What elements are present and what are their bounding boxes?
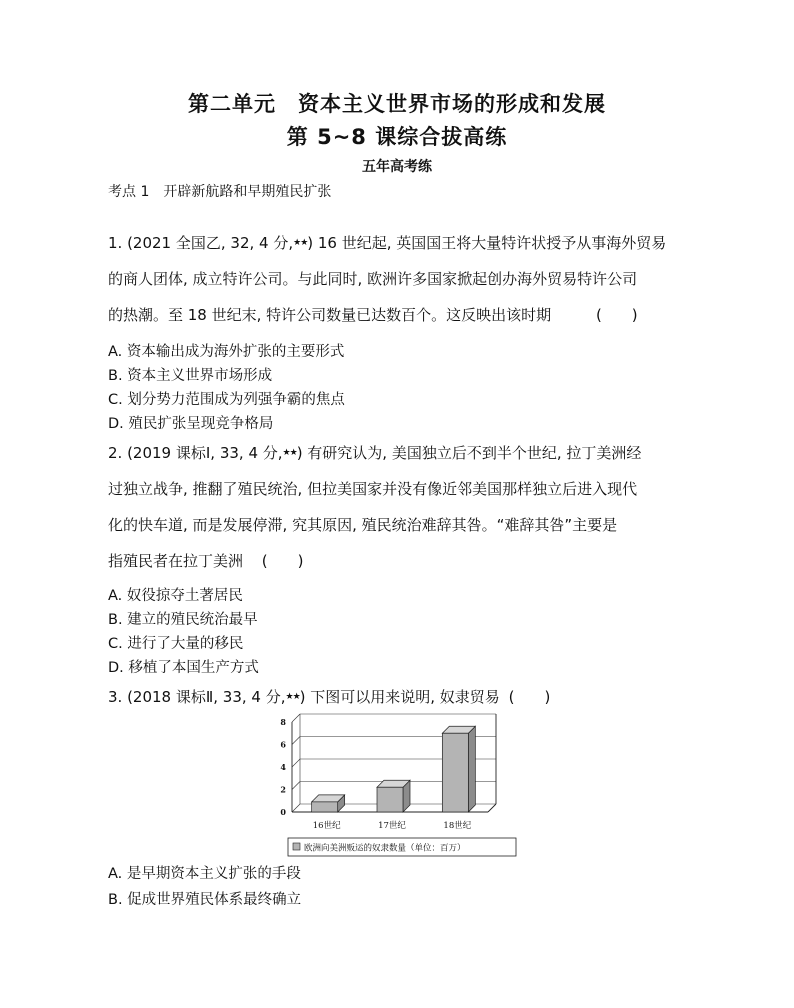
q3-line-1 bbox=[108, 686, 550, 707]
q1-line-1 bbox=[108, 232, 666, 253]
section-heading: 考点 1 开辟新航路和早期殖民扩张 bbox=[108, 184, 332, 200]
q1-line-3 bbox=[108, 304, 638, 325]
bar-side bbox=[468, 726, 475, 812]
q2-option-c[interactable]: C. 进行了大量的移民 bbox=[108, 636, 244, 652]
difficulty-stars-icon: ★★ bbox=[285, 692, 300, 702]
q3-prefix: 3. (2018 课标Ⅱ, 33, 4 分, bbox=[108, 688, 286, 706]
q1-option-a[interactable]: A. 资本输出成为海外扩张的主要形式 bbox=[108, 344, 345, 360]
q2-option-d[interactable]: D. 移植了本国生产方式 bbox=[108, 660, 259, 676]
q1-text-3: 的热潮。至 18 世纪末, 特许公司数量已达数百个。这反映出该时期 bbox=[108, 306, 552, 324]
q2-prefix: 2. (2019 课标Ⅰ, 33, 4 分, bbox=[108, 444, 283, 462]
chart-legend bbox=[288, 838, 516, 856]
bar-18世纪 bbox=[442, 726, 475, 812]
grid-diagonal bbox=[292, 804, 300, 812]
x-tick-label: 17世纪 bbox=[378, 821, 406, 831]
bar-front bbox=[377, 787, 403, 812]
q1-option-c[interactable]: C. 划分势力范围成为列强争霸的焦点 bbox=[108, 392, 345, 408]
grid-diagonal bbox=[292, 759, 300, 767]
bar-17世纪 bbox=[377, 780, 410, 812]
y-tick-label: 6 bbox=[280, 739, 286, 750]
q2-line-4 bbox=[108, 550, 304, 571]
q2-option-b[interactable]: B. 建立的殖民统治最早 bbox=[108, 612, 258, 628]
q2-line-3: 化的快车道, 而是发展停滞, 究其原因, 殖民统治难辞其咎。“难辞其咎”主要是 bbox=[108, 516, 618, 534]
q1-answer-paren[interactable]: ( ) bbox=[595, 306, 638, 324]
lesson-title: 第 5~8 课综合拔高练 bbox=[286, 125, 508, 149]
y-tick-label: 0 bbox=[280, 807, 286, 817]
bar-front bbox=[312, 802, 338, 812]
y-tick-label: 4 bbox=[280, 762, 286, 772]
q1-option-b[interactable]: B. 资本主义世界市场形成 bbox=[108, 368, 273, 384]
difficulty-stars-icon: ★★ bbox=[282, 448, 297, 458]
q2-text-4: 指殖民者在拉丁美洲 bbox=[108, 552, 244, 570]
q3-answer-paren[interactable]: ( ) bbox=[508, 688, 551, 706]
unit-title: 第二单元 资本主义世界市场的形成和发展 bbox=[188, 92, 606, 116]
bar-16世纪 bbox=[312, 795, 345, 812]
grid-diagonal bbox=[292, 737, 300, 745]
q3-option-b[interactable]: B. 促成世界殖民体系最终确立 bbox=[108, 892, 302, 908]
grid-diagonal bbox=[292, 714, 300, 722]
legend-label: 欧洲向美洲贩运的奴隶数量（单位：百万） bbox=[304, 843, 466, 854]
y-tick-label: 8 bbox=[280, 717, 286, 727]
q2-answer-paren[interactable]: ( ) bbox=[261, 552, 304, 570]
y-tick-label: 2 bbox=[280, 784, 286, 795]
q2-text-1: ) 有研究认为, 美国独立后不到半个世纪, 拉丁美洲经 bbox=[296, 444, 642, 462]
q2-option-a[interactable]: A. 奴役掠夺土著居民 bbox=[108, 588, 243, 604]
subtitle: 五年高考练 bbox=[362, 159, 432, 175]
x-tick-label: 16世纪 bbox=[312, 821, 341, 831]
q2-line-1 bbox=[108, 442, 641, 463]
q2-line-2: 过独立战争, 推翻了殖民统治, 但拉美国家并没有像近邻美国那样独立后进入现代 bbox=[108, 480, 638, 498]
grid-diagonal bbox=[292, 782, 300, 790]
slave-trade-bar-chart bbox=[262, 712, 524, 862]
legend-swatch bbox=[293, 843, 300, 850]
q3-text-1: ) 下图可以用来说明, 奴隶贸易 bbox=[299, 688, 500, 706]
difficulty-stars-icon: ★★ bbox=[293, 238, 308, 248]
q3-option-a[interactable]: A. 是早期资本主义扩张的手段 bbox=[108, 866, 301, 882]
x-tick-label: 18世纪 bbox=[443, 821, 472, 831]
q1-option-d[interactable]: D. 殖民扩张呈现竞争格局 bbox=[108, 416, 274, 432]
q1-prefix: 1. (2021 全国乙, 32, 4 分, bbox=[108, 234, 294, 252]
floor-edge bbox=[488, 804, 496, 812]
chart-bars bbox=[312, 726, 476, 812]
bar-front bbox=[442, 733, 468, 812]
q1-text-1: ) 16 世纪起, 英国国王将大量特许状授予从事海外贸易 bbox=[307, 234, 667, 252]
q1-line-2: 的商人团体, 成立特许公司。与此同时, 欧洲许多国家掀起创办海外贸易特许公司 bbox=[108, 270, 638, 288]
